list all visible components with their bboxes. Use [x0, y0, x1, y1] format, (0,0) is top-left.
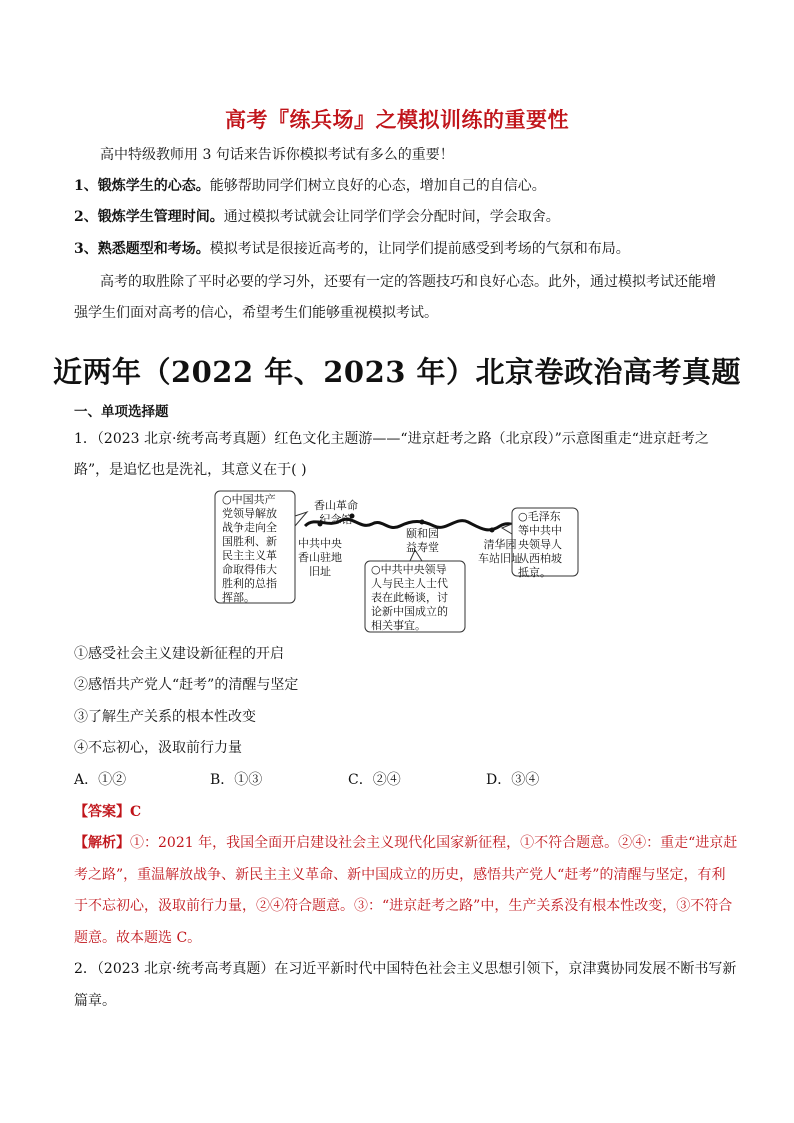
- q1-choice-c: C．②④: [348, 772, 401, 788]
- promo-point-2: [74, 207, 560, 227]
- q2-stem-line2: 篇章。: [74, 993, 116, 1009]
- q1-option-3: ③了解生产关系的根本性改变: [74, 709, 256, 725]
- q1-option-2: ②感悟共产党人“赶考”的清醒与坚定: [74, 677, 299, 693]
- q1-choice-d: D．③④: [486, 772, 540, 788]
- q1-analysis-line2: 考之路”，重温解放战争、新民主主义革命、新中国成立的历史，感悟共产党人“赶考”的清醒与坚定，有利: [74, 867, 726, 883]
- box-right-text: ○毛泽东 等中共中 央领导人 从西柏坡 抵京。: [518, 510, 562, 579]
- route-point-qinghua: [490, 528, 495, 533]
- label-yiheyuan: 颐和园 益寿堂: [406, 527, 439, 554]
- route-diagram: [210, 486, 590, 636]
- label-qinghua: 清华园 车站旧址: [478, 538, 522, 565]
- analysis-label: 【解析】: [74, 835, 130, 851]
- promo-point-head: 2、锻炼学生管理时间。: [74, 209, 224, 225]
- q1-option-1: ①感受社会主义建设新征程的开启: [74, 646, 284, 662]
- box-left-text: ○中国共产 党领导解放 战争走向全 国胜利、新 民主主义革 命取得伟大 胜利的总指 挥部。: [222, 493, 277, 604]
- answer-value: C: [130, 804, 142, 820]
- box-middle-text: ○中共中央领导 人与民主人士代 表在此畅谈，讨 论新中国成立的 相关事宜。: [371, 563, 448, 632]
- promo-point-text: 通过模拟考试就会让同学们学会分配时间，学会取舍。: [223, 209, 560, 225]
- promo-intro: 高中特级教师用 3 句话来告诉你模拟考试有多么的重要！: [100, 147, 454, 163]
- q1-option-4: ④不忘初心，汲取前行力量: [74, 740, 242, 756]
- q1-choice-b: B．①③: [210, 772, 263, 788]
- q1-analysis-line4: 题意。故本题选 C。: [74, 930, 202, 946]
- q1-stem-line1: 1．（2023 北京·统考高考真题）红色文化主题游——“进京赶考之路（北京段）”示意图重走“进京赶考之: [74, 431, 709, 447]
- promo-closing-line2: 强学生们面对高考的信心，希望考生们能够重视模拟考试。: [74, 305, 438, 321]
- q1-analysis-line3: 于不忘初心，汲取前行力量，②④符合题意。③：“进京赶考之路”中，生产关系没有根本性改变，③不符合: [74, 898, 733, 914]
- promo-closing-line1: 高考的取胜除了平时必要的学习外，还要有一定的答题技巧和良好心态。此外，通过模拟考试还能增: [100, 274, 716, 290]
- analysis-text: ①：2021 年，我国全面开启建设社会主义现代化国家新征程，①不符合题意。②④：重走“进京赶: [130, 835, 738, 851]
- section-heading: 一、单项选择题: [74, 404, 169, 420]
- main-title: 近两年（2022 年、2023 年）北京卷政治高考真题: [52, 355, 742, 389]
- promo-title: 高考『练兵场』之模拟训练的重要性: [225, 107, 569, 132]
- q1-analysis-line1: [74, 833, 737, 853]
- promo-point-head: 1、锻炼学生的心态。: [74, 178, 210, 194]
- promo-point-text: 模拟考试是很接近高考的，让同学们提前感受到考场的气氛和布局。: [209, 241, 630, 257]
- answer-label: 【答案】: [74, 804, 130, 820]
- promo-point-head: 3、熟悉题型和考场。: [74, 241, 210, 257]
- label-xiangshan-base: 中共中央 香山驻地 旧址: [298, 537, 342, 578]
- promo-point-1: [74, 176, 546, 196]
- route-point-yiheyuan: [420, 520, 425, 525]
- q1-choice-a: A．①②: [74, 772, 127, 788]
- promo-point-3: [74, 239, 630, 259]
- q1-answer: [74, 802, 141, 822]
- label-xiangshan-memorial: 香山革命 纪念馆: [314, 499, 358, 526]
- q1-stem-line2: 路”，是追忆也是洗礼，其意义在于( ): [74, 462, 307, 478]
- q2-stem-line1: 2．（2023 北京·统考高考真题）在习近平新时代中国特色社会主义思想引领下，京津冀协同发展不断书写新: [74, 961, 737, 977]
- promo-point-text: 能够帮助同学们树立良好的心态，增加自己的自信心。: [209, 178, 546, 194]
